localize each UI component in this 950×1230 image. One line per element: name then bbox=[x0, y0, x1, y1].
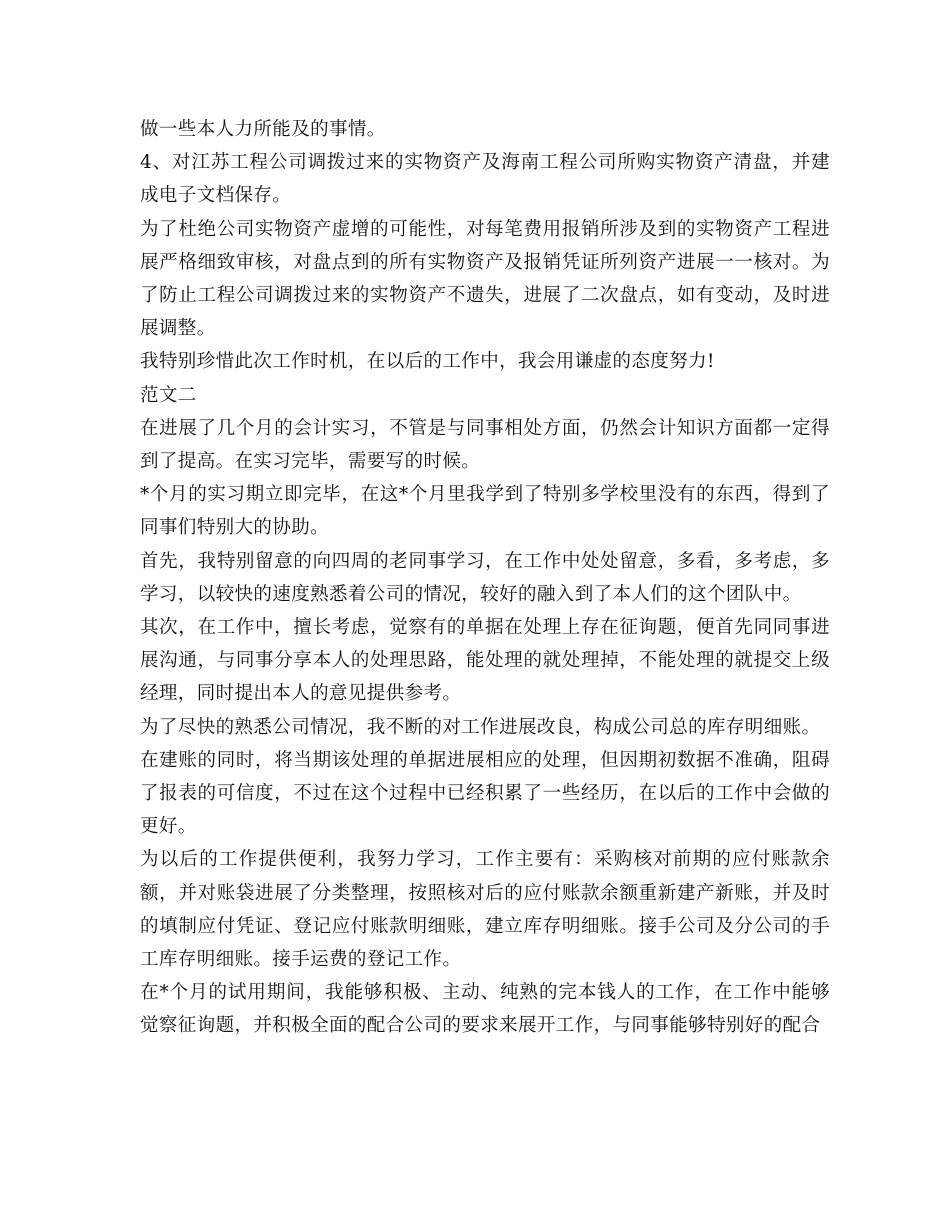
paragraph: *个月的实习期立即完毕，在这*个月里我学到了特别多学校里没有的东西，得到了同事们特别大的协助。 bbox=[140, 484, 830, 539]
paragraph: 为以后的工作提供便利，我努力学习，工作主要有：采购核对前期的应付账款余额，并对账袋进展了分类整理，按照核对后的应付账款余额重新建产新账，并及时的填制应付凭证、登记应付账款明细账，建立库存明细账。接手公司及分公司的手工库存明细账。接手运费的登记工作。 bbox=[140, 849, 830, 971]
paragraph: 为了杜绝公司实物资产虚增的可能性，对每笔费用报销所涉及到的实物资产工程进展严格细致审核，对盘点到的所有实物资产及报销凭证所列资产进展一一核对。为了防止工程公司调拨过来的实物资产不遗失，进展了二次盘点，如有变动，及时进展调整。 bbox=[140, 218, 830, 340]
paragraph: 在建账的同时，将当期该处理的单据进展相应的处理，但因期初数据不准确，阻碍了报表的可信度，不过在这个过程中已经积累了一些经历，在以后的工作中会做的更好。 bbox=[140, 749, 830, 838]
paragraph: 我特别珍惜此次工作时机，在以后的工作中，我会用谦虚的态度努力! bbox=[140, 351, 715, 373]
paragraph: 做一些本人力所能及的事情。 bbox=[140, 119, 386, 140]
document-body bbox=[140, 113, 830, 1043]
paragraph: 在*个月的试用期间，我能够积极、主动、纯熟的完本钱人的工作，在工作中能够觉察征询题，并积极全面的配合公司的要求来展开工作，与同事能够特别好的配合 bbox=[140, 982, 830, 1037]
paragraph: 其次，在工作中，擅长考虑，觉察有的单据在处理上存在征询题，便首先同同事进展沟通，与同事分享本人的处理思路，能处理的就处理掉，不能处理的就提交上级经理，同时提出本人的意见提供参考。 bbox=[140, 617, 830, 705]
paragraph: 为了尽快的熟悉公司情况，我不断的对工作进展改良，构成公司总的库存明细账。 bbox=[140, 716, 821, 738]
paragraph: 在进展了几个月的会计实习，不管是与同事相处方面，仍然会计知识方面都一定得到了提高。在实习完毕，需要写的时候。 bbox=[140, 417, 830, 473]
paragraph: 4、对江苏工程公司调拨过来的实物资产及海南工程公司所购实物资产清盘，并建成电子文档保存。 bbox=[140, 152, 830, 207]
paragraph: 首先，我特别留意的向四周的老同事学习，在工作中处处留意，多看，多考虑，多学习，以较快的速度熟悉着公司的情况，较好的融入到了本人们的这个团队中。 bbox=[140, 550, 830, 605]
section-heading: 范文二 bbox=[140, 384, 197, 406]
